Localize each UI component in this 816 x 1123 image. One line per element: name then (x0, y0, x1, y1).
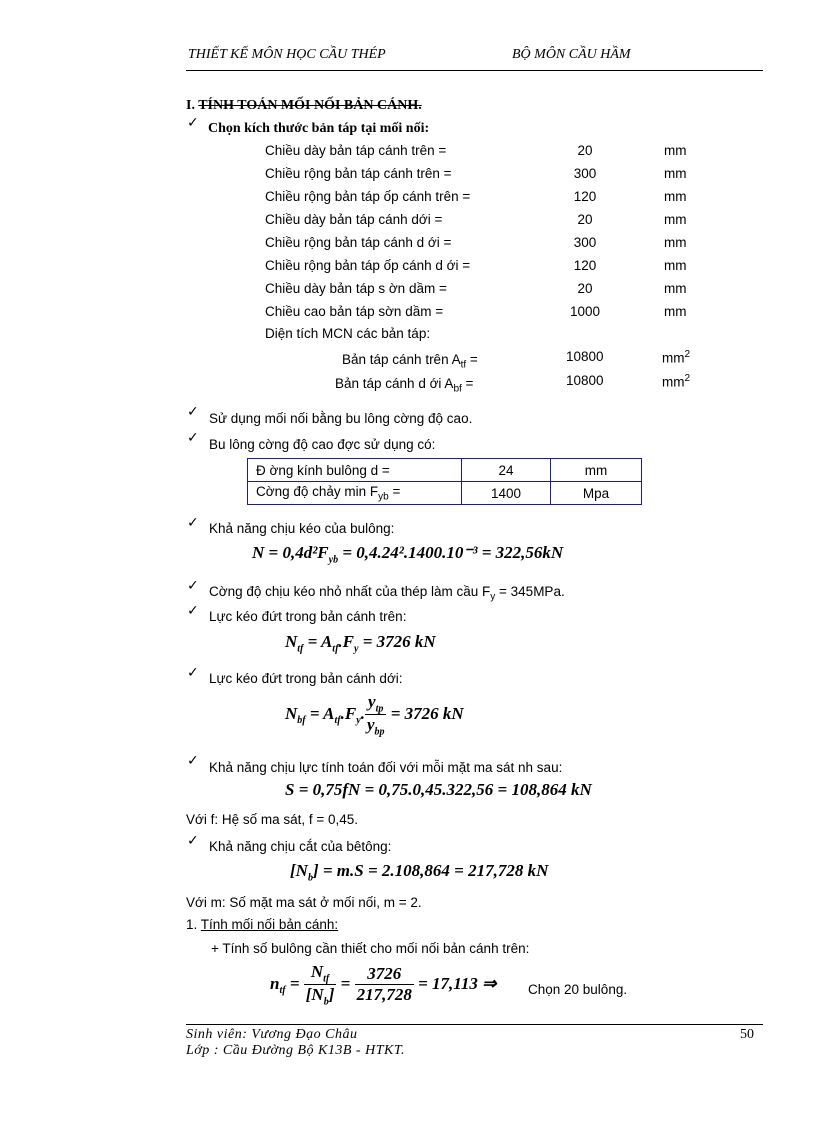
area-label: Bản táp cánh d ới A (335, 376, 454, 391)
formula-part: N = 0,4d²F (252, 543, 329, 562)
formula-sub: tf (297, 643, 304, 655)
formula-part: = 17,113 ⇒ (413, 973, 497, 993)
formula-friction: S = 0,75fN = 0,75.0,45.322,56 = 108,864 kN (285, 780, 592, 799)
formula-part: .F (338, 632, 354, 651)
dimension-unit: mm (664, 281, 687, 296)
bolt-table-value: 1400 (462, 482, 551, 505)
dimension-label: Chiều dày bản táp cánh dới = (265, 212, 443, 227)
bolt-table-label (248, 459, 462, 482)
subsection-title (186, 917, 338, 932)
formula-part: ] = m.S = 2.108,864 = 217,728 kN (312, 861, 549, 880)
check-icon: ✓ (187, 404, 199, 420)
footer-class: Lớp : Cầu Đường Bộ K13B - HTKT. (186, 1043, 406, 1058)
dimension-unit: mm (664, 212, 687, 227)
dimension-label: Chiều dày bản táp s ờn dầm = (265, 281, 447, 296)
bullet-shear-capacity: Khả năng chịu cắt của bêtông: (209, 839, 392, 854)
fraction-num (365, 692, 387, 715)
area-unit (662, 349, 690, 366)
bullet-friction-capacity: Khả năng chịu lực tính toán đối với mỗi mặt ma sát nh sau: (209, 760, 563, 775)
formula-part: = A (303, 632, 333, 651)
area-value: 10800 (566, 349, 604, 364)
area-unit-sup: 2 (684, 349, 691, 360)
formula-part: = 3726 kN (386, 703, 464, 723)
bolt-table-unit: Mpa (551, 482, 642, 505)
formula-sub: y (356, 715, 361, 727)
formula-part: n (270, 973, 280, 993)
formula-sub: tf (279, 985, 286, 997)
bullet-text: = 345MPa. (495, 584, 565, 599)
dimension-unit: mm (664, 304, 687, 319)
fraction-den: 217,728 (356, 985, 412, 1005)
header-left: THIẾT KẾ MÔN HỌC CẦU THÉP (188, 47, 386, 62)
subsection-title-text: Tính mối nối bản cánh: (200, 917, 339, 932)
formula-sub: tf (332, 643, 339, 655)
formula-top-flange (285, 632, 436, 654)
dimension-label: Chiều rộng bản táp cánh trên = (265, 166, 452, 181)
formula-part: N (310, 962, 324, 981)
section-title-text: TÍNH TOÁN MỐI NỐI BẢN CÁNH. (198, 98, 422, 113)
dimension-label: Chiều rộng bản táp ốp cánh d ới = (265, 258, 471, 273)
header-rule (186, 70, 763, 71)
formula-sub: yb (328, 554, 339, 566)
dimension-value: 300 (573, 235, 597, 250)
bullet-hsb: Sử dụng mối nối bằng bu lông cờng độ cao. (209, 411, 473, 426)
bolt-label-text: Đ ờng kính bulông d = (256, 462, 390, 478)
formula-sub: tf (334, 715, 341, 727)
check-icon: ✓ (187, 430, 199, 446)
fraction (355, 964, 414, 1005)
bolt-table (247, 458, 642, 505)
dimension-label: Chiều dày bản táp cánh trên = (265, 143, 447, 158)
formula-part: ] (328, 985, 335, 1005)
area-unit-text: mm (662, 374, 685, 390)
bullet-bolt-props: Bu lông cờng độ cao đợc sử dụng có: (209, 437, 436, 452)
area-heading: Diện tích MCN các bản táp: (265, 326, 431, 341)
table-row (248, 459, 642, 482)
formula-part: = 0,4.24².1400.10⁻³ = 322,56kN (338, 543, 564, 562)
formula-part: = 3726 kN (358, 632, 436, 651)
dimension-value: 120 (573, 258, 597, 273)
note-friction-faces: Với m: Số mặt ma sát ở mối nối, m = 2. (186, 895, 422, 910)
dimension-unit: mm (664, 166, 687, 181)
subsection-number: 1. (186, 917, 198, 932)
formula-bolt-count: $n_{tf}$ = $\frac{N_{tf}}{[N_b]}$ = $\frac{3726}{217,728}$ = 17,113 ⇒ (270, 962, 497, 1008)
bolt-choice: Chọn 20 bulông. (528, 982, 628, 997)
area-value: 10800 (566, 373, 604, 388)
formula-part: = A (305, 703, 335, 723)
area-sub: bf (453, 383, 462, 395)
check-icon: ✓ (187, 603, 199, 619)
area-unit (662, 373, 690, 390)
area-unit-text: mm (662, 350, 685, 366)
dimension-unit: mm (664, 143, 687, 158)
dimension-value: 20 (577, 212, 593, 227)
formula-part: [N (305, 985, 324, 1005)
footer-student: Sinh viên: Vương Đạo Châu (186, 1027, 358, 1042)
check-icon: ✓ (187, 515, 199, 531)
formula-sub: tp (375, 703, 384, 715)
formula-bottom-flange: $N_{bf} = A_{tf}.F_y$. $\frac{y_{tp}}{y_{bp}}$ = 3726 kN (285, 692, 464, 738)
bullet-steel-strength (209, 584, 565, 603)
fraction (365, 692, 387, 738)
fraction-num: 3726 (355, 964, 414, 985)
formula-part: [N (290, 861, 308, 880)
area-label: Bản táp cánh trên A (342, 352, 461, 367)
area-eq: = (466, 352, 478, 367)
formula-sub: bp (374, 726, 385, 738)
bolt-label-sub: yb (378, 491, 389, 503)
dimension-value: 20 (577, 143, 593, 158)
dimension-unit: mm (664, 235, 687, 250)
check-icon: ✓ (187, 115, 199, 131)
dimension-label: Chiều rộng bản táp ốp cánh trên = (265, 189, 471, 204)
dimension-value: 1000 (569, 304, 601, 319)
bolt-label-tail: = (388, 483, 401, 499)
dimension-unit: mm (664, 258, 687, 273)
formula-part: .F (340, 703, 357, 723)
formula-tensile (252, 543, 563, 565)
bolt-table-unit: mm (551, 459, 642, 482)
formula-sub: y (354, 643, 359, 655)
bullet-tensile-capacity: Khả năng chịu kéo của bulông: (209, 521, 395, 536)
check-icon: ✓ (187, 833, 199, 849)
fraction-den (304, 985, 337, 1007)
dimension-label: Chiều cao bản táp sờn dầm = (265, 304, 444, 319)
check-icon: ✓ (187, 753, 199, 769)
formula-part: N (285, 632, 298, 651)
area-row-top (342, 352, 478, 371)
formula-part: y (366, 715, 375, 735)
area-sub: tf (460, 359, 467, 371)
fraction (304, 962, 337, 1008)
formula-sub: b (307, 872, 313, 884)
section-number: I. (186, 98, 195, 113)
bullet-top-flange-tension: Lực kéo đứt trong bản cánh trên: (209, 609, 407, 624)
dimension-value: 300 (573, 166, 597, 181)
area-row-bottom (335, 376, 473, 395)
formula-part: N (285, 703, 298, 723)
bolt-table-value: 24 (462, 459, 551, 482)
bolt-table-label (248, 482, 462, 505)
formula-sub: tf (323, 973, 330, 985)
choose-heading: Chọn kích thước bản táp tại mối nối: (208, 121, 430, 136)
header-right: BỘ MÔN CẦU HẦM (512, 47, 631, 62)
area-eq: = (461, 376, 474, 391)
bolt-label-text: Cờng độ chảy min F (256, 483, 379, 499)
bullet-text: Cờng độ chịu kéo nhỏ nhất của thép làm cầu F (209, 584, 491, 599)
area-unit-sup: 2 (684, 373, 691, 384)
footer-rule (186, 1024, 763, 1025)
check-icon: ✓ (187, 578, 199, 594)
note-friction-coef: Với f: Hệ số ma sát, f = 0,45. (186, 812, 359, 827)
dimension-value: 120 (573, 189, 597, 204)
formula-sub: bf (297, 715, 306, 727)
check-icon: ✓ (187, 665, 199, 681)
table-row (248, 482, 642, 505)
formula-part: y (368, 692, 376, 711)
section-title (186, 98, 422, 114)
fraction-num (304, 962, 337, 985)
formula-sub: b (323, 996, 329, 1008)
subsection-item: + Tính số bulông cần thiết cho mối nối bản cánh trên: (211, 941, 530, 956)
fraction-den (365, 715, 387, 737)
formula-shear (290, 861, 548, 883)
dimension-value: 20 (577, 281, 593, 296)
dimension-label: Chiều rộng bản táp cánh d ới = (265, 235, 452, 250)
dimension-unit: mm (664, 189, 687, 204)
bullet-bottom-flange-tension: Lực kéo đứt trong bản cánh dới: (209, 671, 403, 686)
bullet-sub: y (490, 591, 496, 603)
page-number: 50 (740, 1027, 754, 1042)
